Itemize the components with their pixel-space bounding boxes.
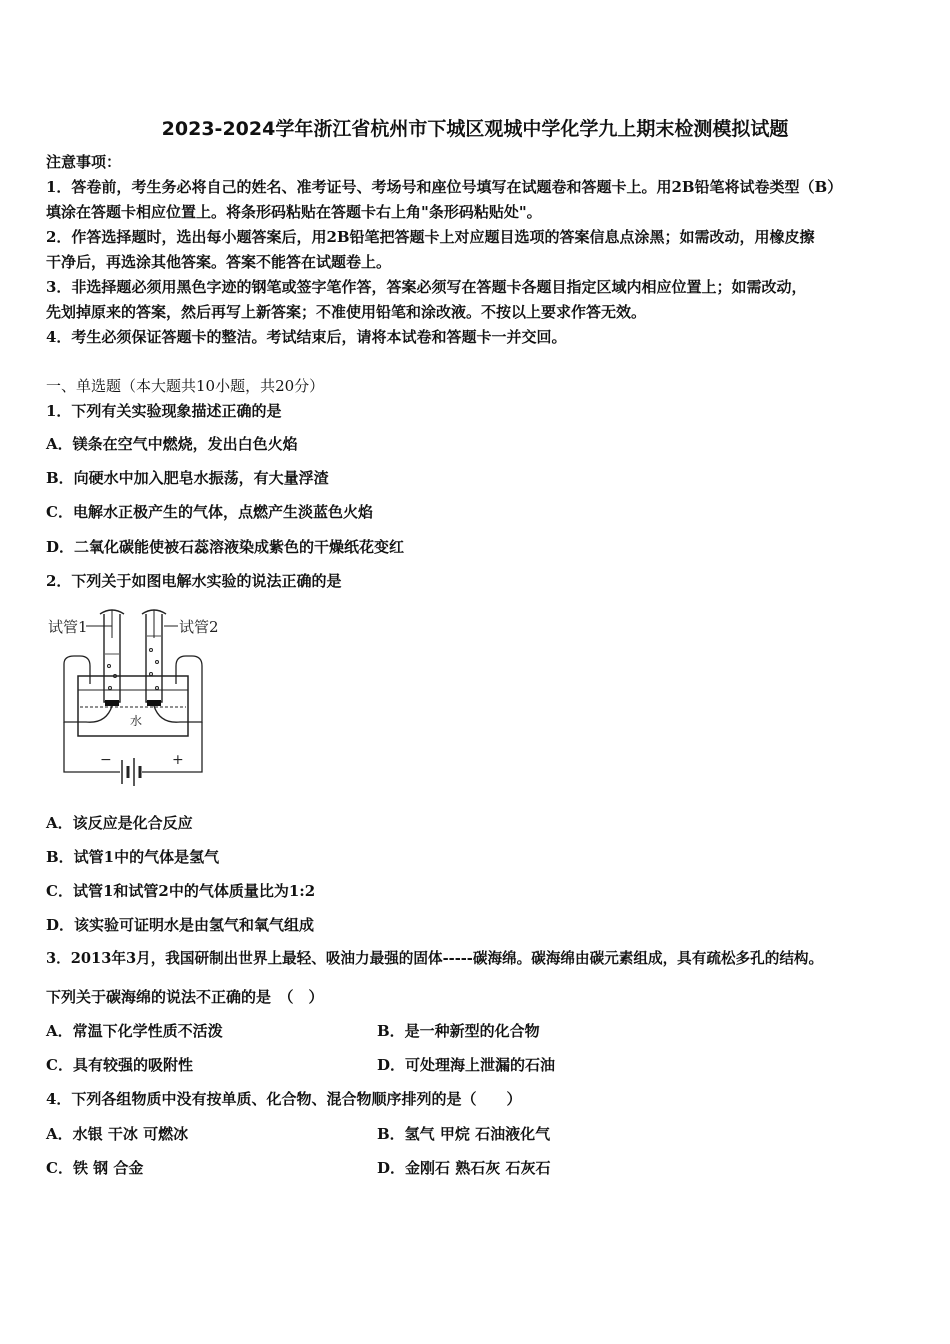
q4-option-a: A．水银 干冰 可燃冰 bbox=[46, 1125, 189, 1143]
q3-option-c: C．具有较强的吸附性 bbox=[46, 1056, 193, 1074]
q1-option-d: D．二氧化碳能使被石蕊溶液染成紫色的干燥纸花变红 bbox=[46, 538, 405, 556]
q2-option-b: B．试管1中的气体是氢气 bbox=[46, 848, 220, 866]
tube1-label: 试管1 bbox=[48, 618, 88, 636]
water-label: 水 bbox=[130, 714, 143, 728]
notice-line: 填涂在答题卡相应位置上。将条形码粘贴在答题卡右上角"条形码粘贴处"。 bbox=[46, 203, 542, 221]
notice-line: 1．答卷前，考生务必将自己的姓名、准考证号、考场号和座位号填写在试题卷和答题卡上。用2B铅笔将试卷类型（B） bbox=[46, 178, 843, 196]
q4-option-b: B．氢气 甲烷 石油液化气 bbox=[377, 1125, 551, 1143]
q1-option-b: B．向硬水中加入肥皂水振荡，有大量浮渣 bbox=[46, 469, 329, 487]
negative-label: − bbox=[100, 752, 112, 768]
notice-line: 4．考生必须保证答题卡的整洁。考试结束后，请将本试卷和答题卡一并交回。 bbox=[46, 328, 567, 346]
q3-stem: 3．2013年3月，我国研制出世界上最轻、吸油力最强的固体-----碳海绵。碳海绵由碳元素组成，具有疏松多孔的结构。 bbox=[46, 950, 824, 967]
q3-option-a: A．常温下化学性质不活泼 bbox=[46, 1022, 223, 1040]
q2-option-d: D．该实验可证明水是由氢气和氧气组成 bbox=[46, 916, 315, 934]
notice-line: 3．非选择题必须用黑色字迹的钢笔或签字笔作答，答案必须写在答题卡各题目指定区域内相应位置上；如需改动， bbox=[46, 278, 807, 296]
q2-option-c: C．试管1和试管2中的气体质量比为1:2 bbox=[46, 882, 316, 900]
q4-option-d: D．金刚石 熟石灰 石灰石 bbox=[377, 1159, 551, 1177]
q3-stem-continued: 下列关于碳海绵的说法不正确的是 （ ） bbox=[46, 988, 324, 1006]
q3-option-d: D．可处理海上泄漏的石油 bbox=[377, 1056, 556, 1074]
notice-line: 先划掉原来的答案，然后再写上新答案；不准使用铅笔和涂改液。不按以上要求作答无效。 bbox=[46, 303, 647, 321]
positive-label: + bbox=[172, 752, 184, 768]
section-heading: 一、单选题（本大题共10小题，共20分） bbox=[46, 377, 325, 395]
q1-option-c: C．电解水正极产生的气体，点燃产生淡蓝色火焰 bbox=[46, 503, 373, 521]
electrolysis-figure bbox=[46, 604, 236, 804]
q2-option-a: A．该反应是化合反应 bbox=[46, 814, 193, 832]
page-title: 2023-2024学年浙江省杭州市下城区观城中学化学九上期末检测模拟试题 bbox=[161, 118, 789, 140]
tube2-label: 试管2 bbox=[179, 618, 219, 636]
q4-stem: 4．下列各组物质中没有按单质、化合物、混合物顺序排列的是（ ） bbox=[46, 1090, 522, 1108]
q4-option-c: C．铁 钢 合金 bbox=[46, 1159, 144, 1177]
q3-option-b: B．是一种新型的化合物 bbox=[377, 1022, 540, 1040]
notice-heading: 注意事项： bbox=[46, 153, 122, 171]
q2-stem: 2．下列关于如图电解水实验的说法正确的是 bbox=[46, 572, 342, 590]
notice-line: 2．作答选择题时，选出每小题答案后，用2B铅笔把答题卡上对应题目选项的答案信息点涂黑；如需改动，用橡皮擦 bbox=[46, 228, 815, 246]
q1-option-a: A．镁条在空气中燃烧，发出白色火焰 bbox=[46, 435, 298, 453]
q1-stem: 1．下列有关实验现象描述正确的是 bbox=[46, 402, 282, 420]
notice-line: 干净后，再选涂其他答案。答案不能答在试题卷上。 bbox=[46, 253, 392, 271]
